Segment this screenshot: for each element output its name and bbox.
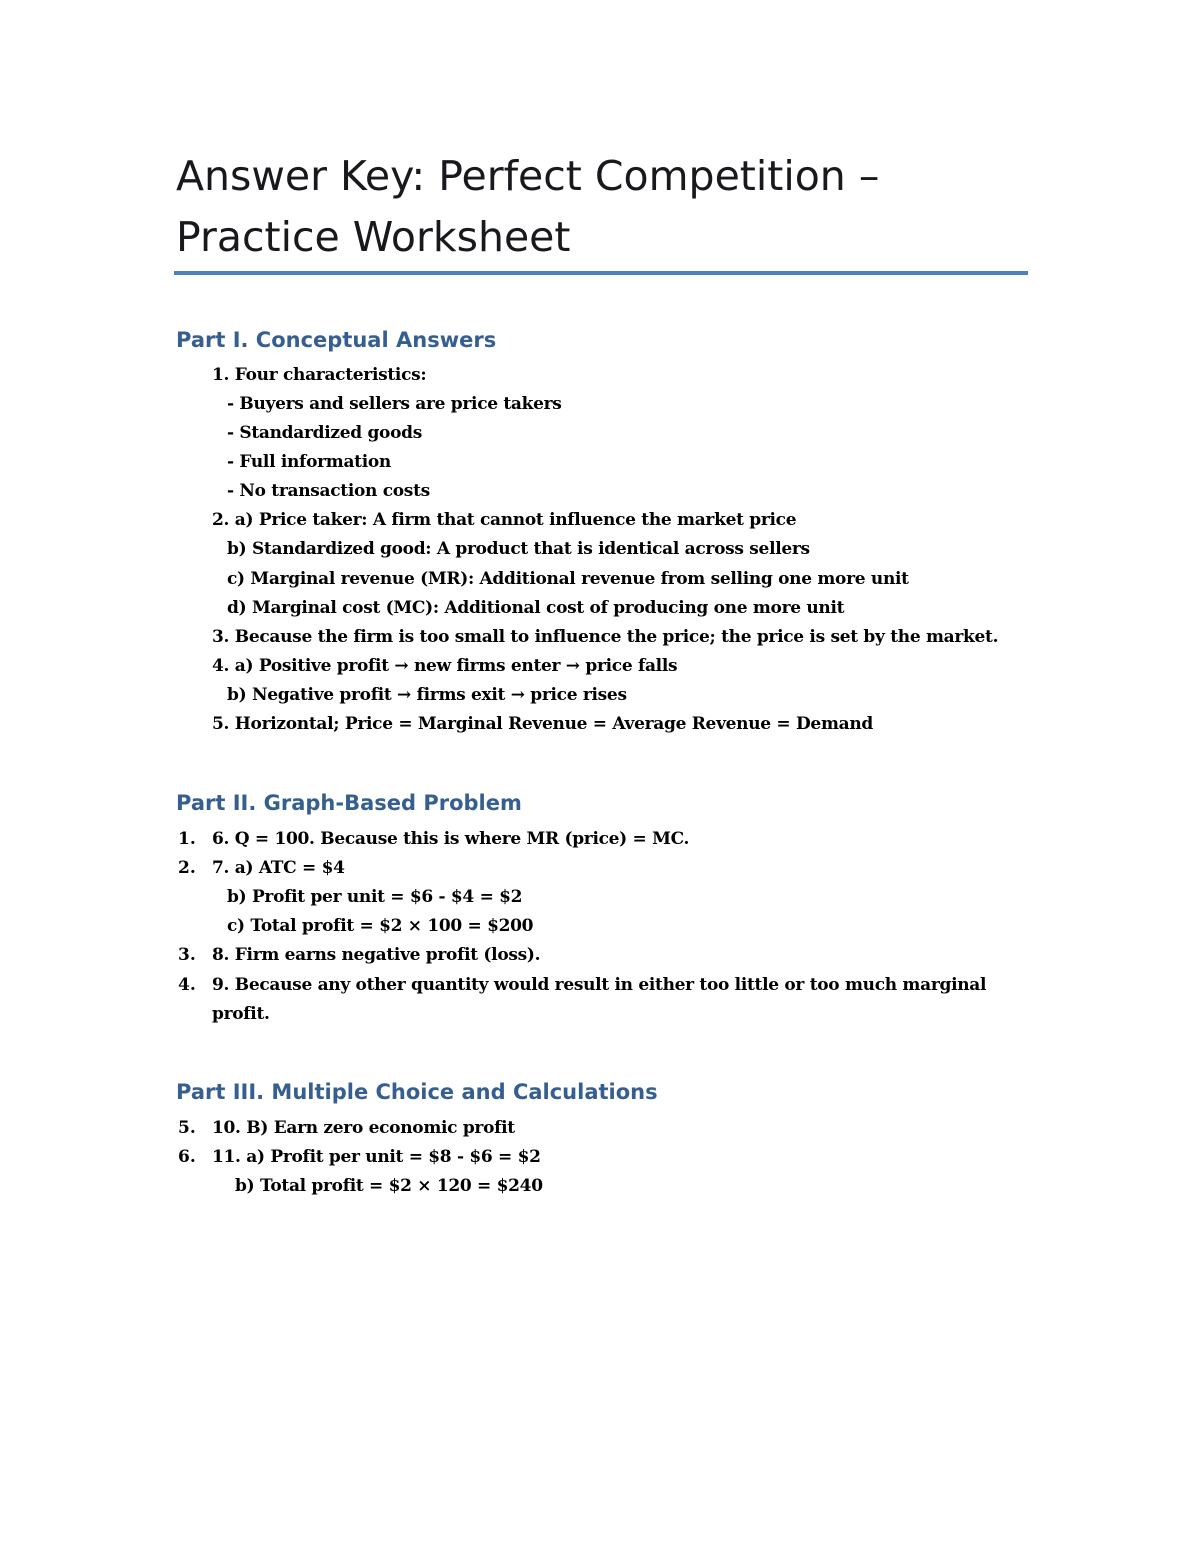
part2-line: 8. Firm earns negative profit (loss). (212, 945, 541, 965)
part1-line: - No transaction costs (227, 481, 430, 501)
part2-heading: Part II. Graph-Based Problem (176, 791, 522, 815)
list-number: 2. (178, 858, 196, 878)
part1-line: 4. a) Positive profit → new firms enter → price falls (212, 656, 678, 676)
list-number: 6. (178, 1147, 196, 1167)
part1-heading: Part I. Conceptual Answers (176, 328, 497, 352)
part1-line: d) Marginal cost (MC): Additional cost of producing one more unit (227, 598, 845, 618)
part2-line: 7. a) ATC = $4 (212, 858, 345, 878)
list-number: 5. (178, 1118, 196, 1138)
part1-line: 1. Four characteristics: (212, 365, 427, 385)
part1-line: c) Marginal revenue (MR): Additional revenue from selling one more unit (227, 569, 909, 589)
part1-line: 2. a) Price taker: A firm that cannot influence the market price (212, 510, 797, 530)
part1-line: b) Negative profit → firms exit → price rises (227, 685, 627, 705)
part2-line: profit. (212, 1004, 270, 1024)
part1-line: - Standardized goods (227, 423, 422, 443)
part2-line: 6. Q = 100. Because this is where MR (price) = MC. (212, 829, 690, 849)
title-line-2: Practice Worksheet (176, 213, 571, 261)
list-number: 4. (178, 975, 196, 995)
part3-line: b) Total profit = $2 × 120 = $240 (235, 1176, 543, 1196)
part3-line: 11. a) Profit per unit = $8 - $6 = $2 (212, 1147, 541, 1167)
part1-line: 5. Horizontal; Price = Marginal Revenue = Average Revenue = Demand (212, 714, 873, 734)
part2-line: b) Profit per unit = $6 - $4 = $2 (227, 887, 523, 907)
list-number: 3. (178, 945, 196, 965)
list-number: 1. (178, 829, 196, 849)
title-line-1: Answer Key: Perfect Competition – (176, 152, 880, 200)
part2-line: c) Total profit = $2 × 100 = $200 (227, 916, 534, 936)
part3-heading: Part III. Multiple Choice and Calculations (176, 1080, 658, 1104)
part1-line: - Buyers and sellers are price takers (227, 394, 562, 414)
page-title (176, 146, 1036, 268)
title-underline (174, 271, 1028, 275)
part1-line: - Full information (227, 452, 391, 472)
part1-line: 3. Because the firm is too small to influence the price; the price is set by the market. (212, 627, 999, 647)
part3-line: 10. B) Earn zero economic profit (212, 1118, 515, 1138)
part2-line: 9. Because any other quantity would result in either too little or too much marginal (212, 975, 987, 995)
part1-line: b) Standardized good: A product that is identical across sellers (227, 539, 810, 559)
